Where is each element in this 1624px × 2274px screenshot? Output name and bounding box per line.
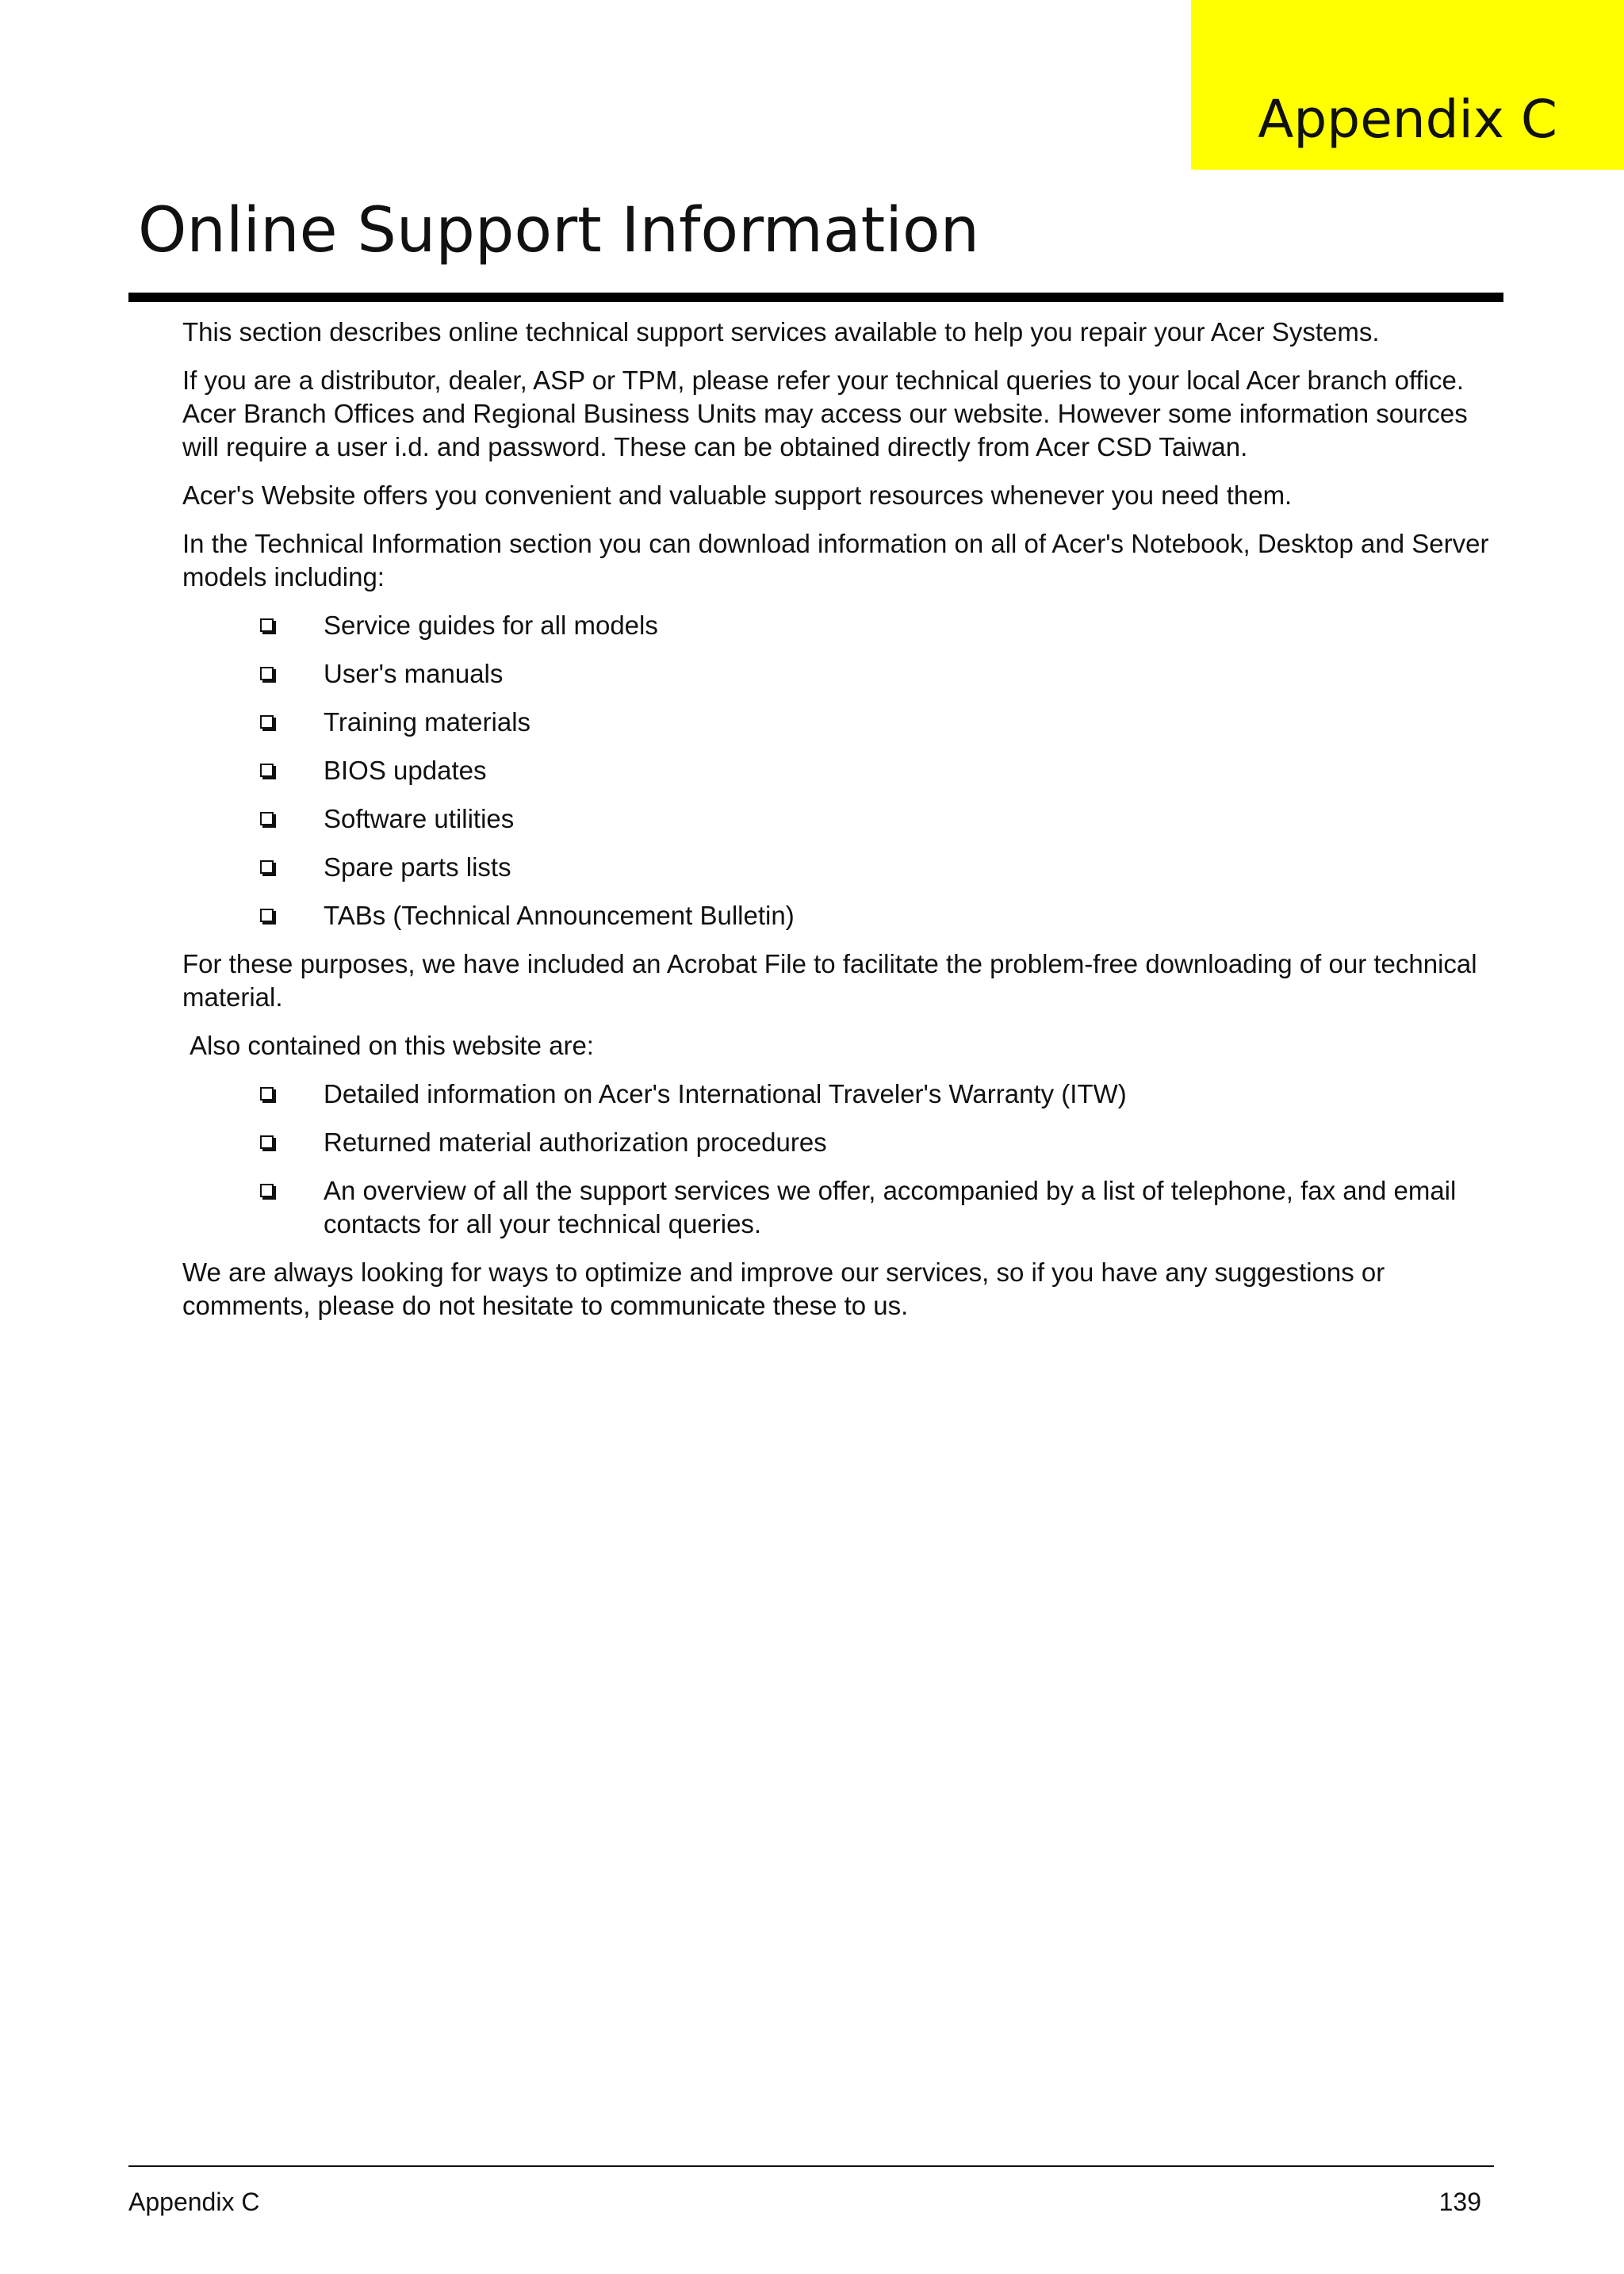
list-item	[182, 1126, 1491, 1159]
also-contained-paragraph: Also contained on this website are:	[190, 1031, 594, 1060]
list-item-text: TABs (Technical Announcement Bulletin)	[324, 901, 795, 930]
list-item	[182, 899, 1491, 932]
checkbox-bullet-icon	[260, 667, 274, 680]
page-number: 139	[1438, 2188, 1481, 2216]
closing-paragraph: We are always looking for ways to optimize and improve our services, so if you have any suggestions or comments, please do not hesitate to communicate these to us.	[182, 1258, 1385, 1320]
list-item	[182, 706, 1491, 739]
checkbox-bullet-icon	[260, 618, 274, 632]
technical-info-paragraph: In the Technical Information section you can download information on all of Acer's Notebook, Desktop and Server models including:	[182, 529, 1489, 591]
list-item	[182, 609, 1491, 642]
list-item	[182, 657, 1491, 691]
list-item-text: Returned material authorization procedures	[324, 1127, 827, 1157]
acrobat-paragraph: For these purposes, we have included an Acrobat File to facilitate the problem-free downloading of our technical material.	[182, 949, 1477, 1012]
page-content	[182, 316, 1491, 1338]
page-title: Online Support Information	[138, 195, 980, 266]
list-item-text: Software utilities	[324, 804, 515, 833]
list-item	[182, 754, 1491, 787]
list-item-text: Detailed information on Acer's International Traveler's Warranty (ITW)	[324, 1079, 1127, 1108]
intro-paragraph: This section describes online technical support services available to help you repair your Acer Systems.	[182, 317, 1380, 346]
list-item-text: Training materials	[324, 707, 531, 737]
list-item-text: Spare parts lists	[324, 852, 511, 882]
list-item	[182, 802, 1491, 836]
list-item-text: Service guides for all models	[324, 611, 658, 640]
appendix-tab	[1191, 0, 1624, 170]
list-item-text: An overview of all the support services we offer, accompanied by a list of telephone, fax and email contacts for all your technical queries.	[324, 1176, 1457, 1238]
checkbox-bullet-icon	[260, 909, 274, 922]
appendix-tab-label: Appendix C	[1258, 89, 1557, 150]
footer-divider	[128, 2165, 1494, 2167]
website-paragraph: Acer's Website offers you convenient and valuable support resources whenever you need them.	[182, 480, 1293, 510]
list-item	[182, 1078, 1491, 1111]
list-item	[182, 851, 1491, 884]
title-divider	[128, 293, 1503, 302]
checkbox-bullet-icon	[260, 860, 274, 874]
footer-section-label: Appendix C	[128, 2188, 260, 2216]
list-item	[182, 1174, 1491, 1241]
checkbox-bullet-icon	[260, 715, 274, 729]
checkbox-bullet-icon	[260, 1135, 274, 1149]
checkbox-bullet-icon	[260, 812, 274, 825]
checkbox-bullet-icon	[260, 1184, 274, 1197]
list-item-text: BIOS updates	[324, 756, 487, 785]
checkbox-bullet-icon	[260, 764, 274, 777]
distributor-paragraph: If you are a distributor, dealer, ASP or TPM, please refer your technical queries to your local Acer branch office. Acer Branch Offices and Regional Business Units may access our website. However some information sources will require a user i.d. and password. These can be obtained directly from Acer CSD Taiwan.	[182, 366, 1468, 461]
checkbox-bullet-icon	[260, 1087, 274, 1101]
website-contents-list	[182, 1078, 1491, 1241]
list-item-text: User's manuals	[324, 659, 504, 688]
download-list	[182, 609, 1491, 932]
